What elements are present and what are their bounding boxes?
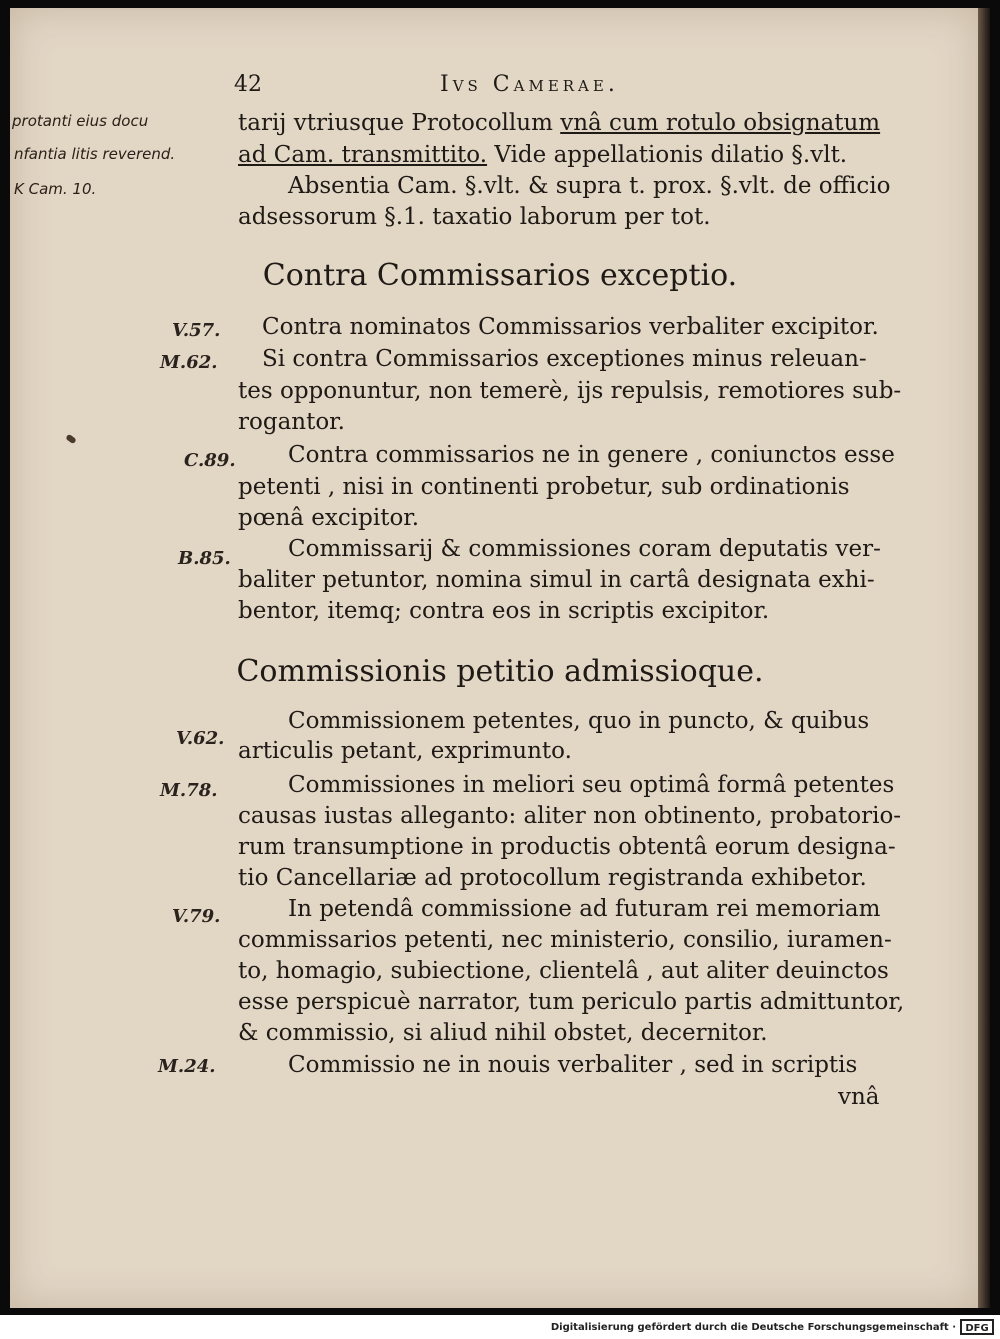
text-line: Commissarij & commissiones coram deputatis ver- bbox=[288, 536, 881, 562]
text-line: causas iustas alleganto: aliter non obtinento, probatorio- bbox=[238, 803, 902, 829]
text-line: Contra nominatos Commissarios verbaliter excipitor. bbox=[262, 314, 879, 340]
text-line: esse perspicuè narrator, tum periculo partis admittuntor, bbox=[238, 989, 905, 1015]
margin-reference: B.85. bbox=[178, 548, 231, 569]
text-line: commissarios petenti, nec ministerio, consilio, iuramen- bbox=[238, 927, 892, 953]
text-line: rogantor. bbox=[238, 409, 345, 435]
margin-reference: M.24. bbox=[158, 1056, 216, 1077]
text-span: tarij vtriusque Protocollum bbox=[238, 110, 561, 136]
underlined-text: ad Cam. transmittito. bbox=[238, 142, 488, 168]
underlined-text: vnâ cum rotulo obsignatum bbox=[560, 110, 881, 136]
text-line: petenti , nisi in continenti probetur, sub ordinationis bbox=[238, 474, 850, 500]
text-line: to, homagio, subiectione, clientelâ , aut aliter deuinctos bbox=[238, 958, 889, 984]
margin-reference: V.57. bbox=[172, 320, 221, 341]
text-line: In petendâ commissione ad futuram rei memoriam bbox=[288, 896, 881, 922]
funding-credit: Digitalisierung gefördert durch die Deutsche Forschungsgemeinschaft · bbox=[550, 1322, 956, 1333]
text-line: bentor, itemq; contra eos in scriptis excipitor. bbox=[238, 598, 770, 624]
text-line bbox=[238, 142, 847, 168]
text-line: Absentia Cam. §.vlt. & supra t. prox. §.vlt. de officio bbox=[288, 173, 891, 199]
handwritten-note: nfantia litis reverend. bbox=[14, 145, 176, 163]
text-line: tes opponuntur, non temerè, ijs repulsis, remotiores sub- bbox=[238, 378, 902, 404]
margin-reference: V.79. bbox=[172, 906, 221, 927]
text-line: rum transumptione in productis obtentâ eorum designa- bbox=[238, 834, 896, 860]
text-line: Contra commissarios ne in genere , coniunctos esse bbox=[288, 442, 895, 468]
text-line: baliter petuntor, nomina simul in cartâ designata exhi- bbox=[238, 567, 875, 593]
text-span: Vide appellationis dilatio §.vlt. bbox=[487, 142, 848, 168]
margin-reference: M.78. bbox=[160, 780, 218, 801]
section-heading: Contra Commissarios exceptio. bbox=[262, 258, 738, 293]
text-line: Commissiones in meliori seu optimâ formâ petentes bbox=[288, 772, 895, 798]
text-line: Si contra Commissarios exceptiones minus releuan- bbox=[262, 346, 867, 372]
text-line: adsessorum §.1. taxatio laborum per tot. bbox=[238, 204, 711, 230]
text-line: tio Cancellariæ ad protocollum registranda exhibetor. bbox=[238, 865, 867, 891]
text-line: pœnâ excipitor. bbox=[238, 505, 420, 531]
margin-reference: C.89. bbox=[184, 450, 236, 471]
text-line: & commissio, si aliud nihil obstet, decernitor. bbox=[238, 1020, 768, 1046]
text-line bbox=[238, 110, 880, 136]
handwritten-note: protanti eius docu bbox=[12, 112, 149, 130]
catchword: vnâ bbox=[838, 1084, 880, 1110]
text-line: Commissio ne in nouis verbaliter , sed in scriptis bbox=[288, 1052, 858, 1078]
dfg-logo: DFG bbox=[960, 1319, 994, 1335]
margin-reference: M.62. bbox=[160, 352, 218, 373]
text-line: Commissionem petentes, quo in puncto, & quibus bbox=[288, 708, 870, 734]
running-head: Ivs Camerae. bbox=[440, 72, 619, 97]
handwritten-note: K Cam. 10. bbox=[14, 180, 97, 198]
margin-reference: V.62. bbox=[176, 728, 225, 749]
text-line: articulis petant, exprimunto. bbox=[238, 738, 572, 764]
section-heading: Commissionis petitio admissioque. bbox=[236, 654, 764, 689]
page-number: 42 bbox=[234, 72, 262, 97]
